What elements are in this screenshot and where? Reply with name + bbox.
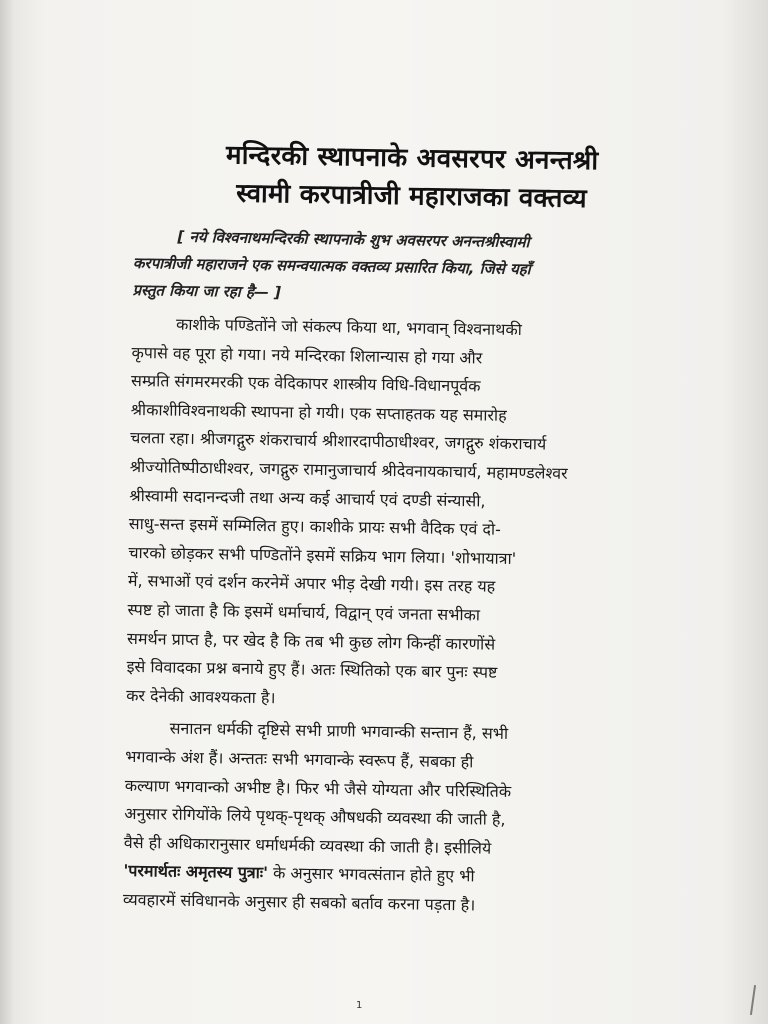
paragraph-1-line: काशीके पण्डितोंने जो संकल्प किया था, भगवान् विश्वनाथकी — [175, 314, 522, 340]
intro-line-1: [ नये विश्वनाथमन्दिरकी स्थापनाके शुभ अवसरपर अनन्तश्रीस्वामी — [177, 227, 530, 252]
paragraph-2-line: व्यवहारमें संविधानके अनुसार ही सबको बर्ताव करना पड़ता है। — [122, 889, 476, 915]
article-content — [123, 135, 670, 927]
paragraph-2-line: अनुसार रोगियोंके लिये पृथक्-पृथक् औषधकी व्यवस्था की जाती है, — [124, 804, 506, 829]
paragraph-1 — [126, 310, 667, 719]
page-number: 1 — [356, 1000, 363, 1011]
paragraph-2 — [123, 714, 661, 923]
paragraph-1-line: समर्थन प्राप्त है, पर खेद है कि तब भी कुछ लोग किन्हीं कारणोंसे — [126, 628, 496, 654]
paragraph-1-line: श्रीस्वामी सदानन्दजी तथा अन्य कई आचार्य एवं दण्डी संन्यासी, — [129, 485, 486, 511]
sanskrit-quote: 'परमार्थतः अमृतस्य पुत्राः' — [123, 861, 269, 883]
paragraph-1-line: सम्प्रति संगमरमरकी एक वेदिकापर शास्त्रीय विधि-विधानपूर्वक — [130, 371, 481, 396]
paragraph-1-line: में, सभाओं एवं दर्शन करनेमें अपार भीड़ देखी गयी। इस तरह यह — [127, 571, 496, 597]
quote-followup: के अनुसार भगवत्संतान होते हुए भी — [267, 863, 475, 886]
intro-note — [132, 223, 668, 312]
paragraph-2-line: कल्याण भगवान्को अभीष्ट है। फिर भी जैसे योग्यता और परिस्थितिके — [124, 775, 512, 801]
paragraph-1-line: चलता रहा। श्रीजगद्गुरु शंकराचार्य श्रीशारदापीठाधीश्वर, जगद्गुरु शंकराचार्य — [130, 428, 547, 454]
paragraph-1-line: इसे विवादका प्रश्न बनाये हुए हैं। अतः स्थितिको एक बार पुनः स्पष्ट — [126, 657, 498, 682]
paragraph-1-line: कृपासे वह पूरा हो गया। नये मन्दिरका शिलान्यास हो गया और — [131, 342, 483, 368]
paragraph-1-line: चारको छोड़कर सभी पण्डितोंने इसमें सक्रिय भाग लिया। 'शोभायात्रा' — [128, 542, 517, 568]
margin-mark — [750, 985, 756, 1015]
paragraph-2-line: भगवान्के अंश हैं। अन्ततः सभी भगवान्के स्वरूप हैं, सबका ही — [125, 746, 474, 772]
intro-line-2: करपात्रीजी महाराजने एक समन्वयात्मक वक्तव्य प्रसारित किया, जिसे यहाँ — [132, 253, 531, 279]
paragraph-2-line: सनातन धर्मकी दृष्टिसे सभी प्राणी भगवान्की सन्तान हैं, सभी — [169, 718, 509, 744]
title-line-1: मन्दिरकी स्थापनाके अवसरपर अनन्तश्री — [225, 140, 599, 177]
paragraph-1-line: साधु-सन्त इसमें सम्मिलित हुए। काशीके प्रायः सभी वैदिक एवं दो- — [128, 514, 501, 539]
page-title — [154, 135, 670, 219]
paragraph-1-line: श्रीज्योतिष्पीठाधीश्वर, जगद्गुरु रामानुजाचार्य श्रीदेवनायकाचार्य, महामण्डलेश्वर — [129, 456, 568, 483]
title-line-2: स्वामी करपात्रीजी महाराजका वक्तव्य — [236, 178, 588, 215]
intro-line-3: प्रस्तुत किया जा रहा है— ] — [132, 280, 282, 302]
paragraph-1-line: कर देनेकी आवश्यकता है। — [126, 685, 276, 707]
paragraph-1-line: श्रीकाशीविश्वनाथकी स्थापना हो गयी। एक सप्ताहतक यह समारोह — [130, 399, 507, 425]
page-edge-shadow — [0, 0, 14, 1024]
paragraph-2-line: वैसे ही अधिकारानुसार धर्माधर्मकी व्यवस्था की जाती है। इसीलिये — [123, 832, 492, 858]
paragraph-1-line: स्पष्ट हो जाता है कि इसमें धर्माचार्य, विद्वान् एवं जनता सभीका — [127, 599, 481, 625]
